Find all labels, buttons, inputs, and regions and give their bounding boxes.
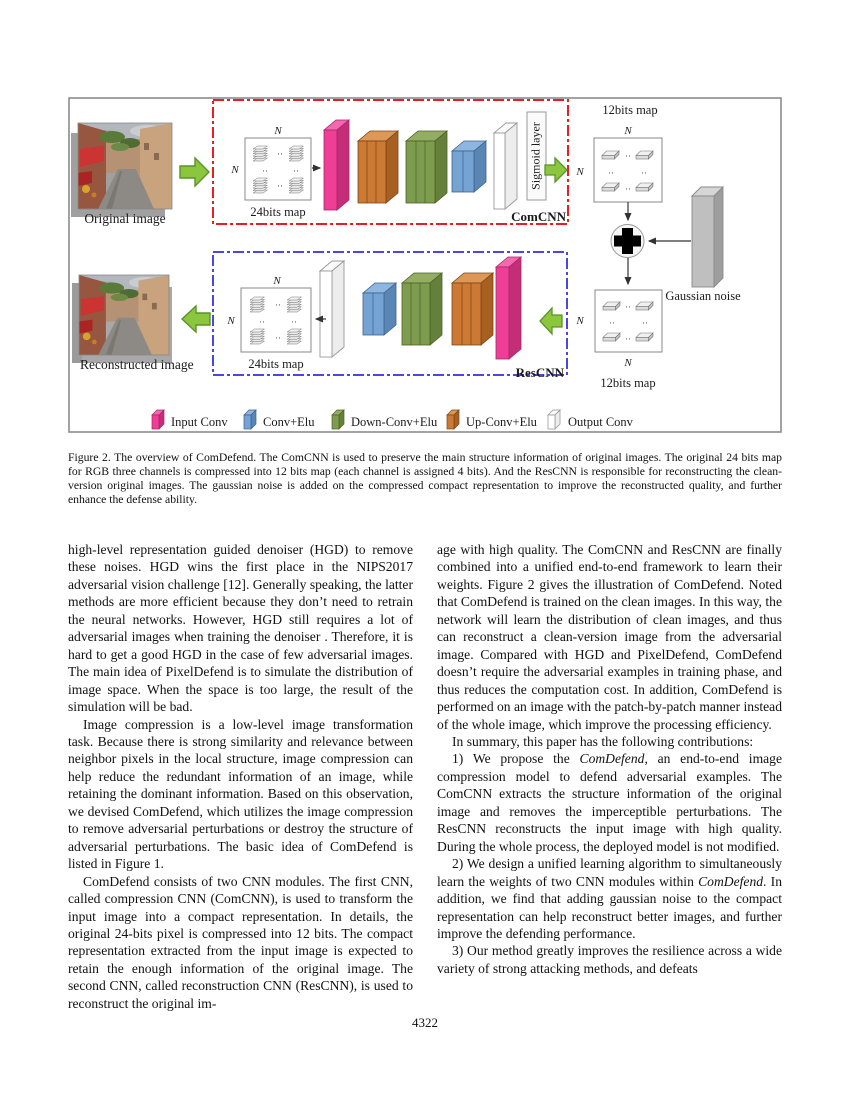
n-label: N <box>576 315 584 327</box>
paragraph: ComDefend consists of two CNN modules. The first CNN, called compression CNN (ComCNN), is used to transform the input image into a compact representation. In details, the original 24-bits pixel is compressed into 12 bits. The compact representation extracted from the input image is expected to retain the enough information of the original image. The second CNN, called reconstruction CNN (ResCNN), is used to reconstruct the original im- <box>68 873 413 1011</box>
paragraph-contribution-3: 3) Our method greatly improves the resilience across a wide variety of strong attacking methods, and defeats <box>437 943 782 976</box>
arrow-right-icon <box>180 158 209 186</box>
reconstructed-image-label: Reconstructed image <box>80 357 194 372</box>
paragraph: Image compression is a low-level image transformation task. Because there is strong similarity and relevance between neighbor pixels in the local structure, image compression can help reduce the redundant information of an image, while retaining the dominant information. Based on this observation, we devised ComDefend, which utilizes the image compression to remove adversarial perturbations or destroy the structure of adversarial perturbations. The basic idea of ComDefend is listed in Figure 1. <box>68 716 413 872</box>
svg-text:··: ·· <box>609 318 615 328</box>
legend-down-conv-elu: Down-Conv+Elu <box>351 415 438 429</box>
svg-text:··: ·· <box>259 317 265 327</box>
paragraph: In summary, this paper has the following contributions: <box>452 733 754 749</box>
legend-output-conv: Output Conv <box>568 415 633 429</box>
comcnn-label: ComCNN <box>511 209 566 224</box>
arrow-left-icon <box>182 306 210 332</box>
body-right-column <box>437 541 782 977</box>
svg-text:··: ·· <box>625 334 631 344</box>
gaussian-noise-label: Gaussian noise <box>665 289 741 303</box>
n-label: N <box>227 315 235 327</box>
paragraph-contribution-2: 2) We design a unified learning algorithm to simultaneously learn the weights of two CNN modules within ComDefend. In addition, we find that adding gaussian noise to the compact representation can help reconstruct better images, and further improve the defending performance. <box>437 856 782 941</box>
rescnn-blocks <box>320 257 521 359</box>
map-12bit-top <box>594 138 662 202</box>
comcnn-blocks <box>324 120 517 210</box>
n-label: N <box>576 166 584 178</box>
svg-text:··: ·· <box>275 300 281 310</box>
map12-top-label: 12bits map <box>602 103 658 117</box>
map-12bit-bottom <box>595 290 662 352</box>
svg-text:··: ·· <box>608 168 614 178</box>
svg-text:··: ·· <box>641 168 647 178</box>
svg-text:··: ·· <box>275 333 281 343</box>
legend-input-conv: Input Conv <box>171 415 228 429</box>
figure-legend <box>152 410 634 429</box>
gaussian-noise-block <box>692 187 723 287</box>
legend-conv-elu: Conv+Elu <box>263 415 315 429</box>
svg-text:··: ·· <box>277 149 283 159</box>
page-number: 4322 <box>412 1015 438 1030</box>
body-left-column <box>68 541 413 1012</box>
svg-text:··: ·· <box>642 318 648 328</box>
sigmoid-layer-label: Sigmoid layer <box>528 122 543 190</box>
original-image-thumbnail <box>71 123 172 217</box>
figure-2-diagram <box>68 97 782 433</box>
svg-text:··: ·· <box>625 151 631 161</box>
svg-text:··: ·· <box>291 317 297 327</box>
paragraph-contribution-1: 1) We propose the ComDefend, an end-to-end image compression model to defend adversarial examples. The ComCNN extracts the structure information of the original image and removes the imperceptible perturbations. The ResCNN reconstructs the input image with high quality. During the whole process, the deployed model is not modified. <box>437 751 783 854</box>
svg-text:··: ·· <box>625 302 631 312</box>
original-image-label: Original image <box>84 211 166 226</box>
map24-bottom-label: 24bits map <box>248 357 304 371</box>
n-label: N <box>273 275 281 287</box>
n-label: N <box>624 125 632 137</box>
svg-text:··: ·· <box>625 184 631 194</box>
map12-bottom-label: 12bits map <box>600 376 656 390</box>
figure-caption: Figure 2. The overview of ComDefend. The ComCNN is used to preserve the main structure information of original images. The original 24 bits map for RGB three channels is compressed into 12 bits map (each channel is assigned 4 bits). And the ResCNN is responsible for reconstructing the clean-version original images. The gaussian noise is added on the compressed compact representation to improve the reconstructed quality, and further enhance the defense ability. <box>68 451 782 506</box>
svg-text:··: ·· <box>277 181 283 191</box>
arrow-left-icon <box>540 308 562 334</box>
n-label: N <box>231 164 239 176</box>
plus-node-icon <box>611 225 644 258</box>
map-24bit-top <box>245 138 311 200</box>
n-label: N <box>624 357 632 369</box>
svg-text:··: ·· <box>293 166 299 176</box>
map24-top-label: 24bits map <box>250 205 306 219</box>
map-24bit-bottom <box>241 288 311 352</box>
rescnn-label: ResCNN <box>515 365 564 380</box>
n-label: N <box>274 125 282 137</box>
reconstructed-image-thumbnail <box>72 275 172 363</box>
paragraph: high-level representation guided denoiser (HGD) to remove these noises. HGD wins the first place in the NIPS2017 adversarial vision challenge [12]. Generally speaking, the latter methods are more efficient because they don’t need to retrain the neural networks. However, HGD still requires a lot of adversarial images when training the denoiser . Therefore, it is hard to get a good HGD in the case of few adversarial images. The main idea of PixelDefend is to simulate the distribution of image space. When the space is too large, the result of the simulation will be bad. <box>68 542 413 715</box>
paragraph: age with high quality. The ComCNN and ResCNN are finally combined into a unified end-to-end framework to learn their weights. Figure 2 gives the illustration of ComDefend. Noted that ComDefend is trained on the clean images. In this way, the network will learn the distribution of clean images, and thus can reconstruct a clean-version image from the adversarial image. Compared with HGD and PixelDefend, ComDefend doesn’t require the adversarial examples in training phase, and thus reduces the computation cost. In addition, ComDefend is performed on an image with the patch-by-patch manner instead of the whole image, which improve the processing efficiency. <box>437 542 783 732</box>
svg-text:··: ·· <box>262 166 268 176</box>
legend-up-conv-elu: Up-Conv+Elu <box>466 415 537 429</box>
arrow-right-icon <box>545 158 567 182</box>
